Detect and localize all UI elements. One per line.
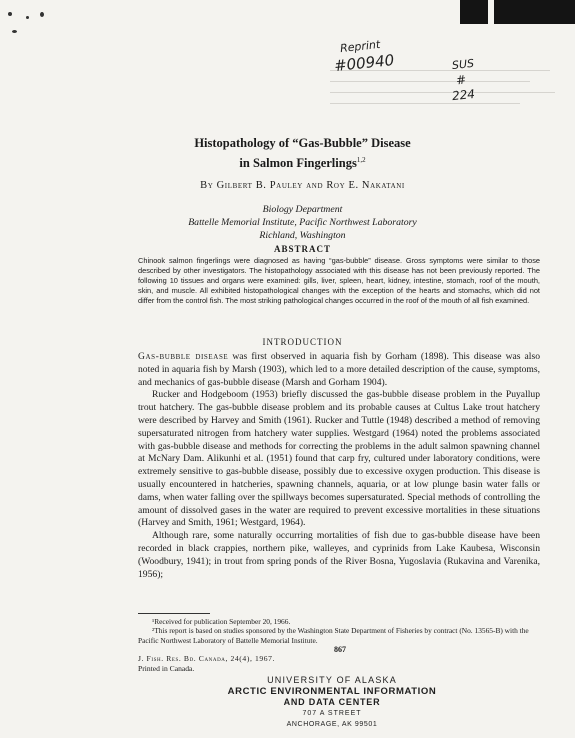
journal-citation [138, 654, 438, 673]
library-stamp [222, 675, 442, 730]
stamp-line-1: UNIVERSITY OF ALASKA [267, 675, 397, 685]
title-line-2: in Salmon Fingerlings$^{1,2}$ [239, 156, 366, 171]
footnote-rule [138, 613, 210, 614]
article-title [60, 135, 545, 172]
scan-speck [40, 12, 44, 17]
page-number: 867 [334, 645, 346, 654]
affiliation [60, 203, 545, 242]
footnotes [138, 617, 540, 645]
stamp-line-2: ARCTIC ENVIRONMENTAL INFORMATION [227, 686, 437, 697]
stamp-line-5: ANCHORAGE, AK 99501 [286, 721, 378, 728]
scan-speck [12, 30, 17, 33]
handwritten-reprint-number: #00940 [333, 50, 396, 76]
scan-corner-mark [460, 0, 575, 24]
introduction-heading: INTRODUCTION [262, 337, 343, 347]
affiliation-department: Biology Department [262, 204, 343, 215]
scan-corner-mark-gap [488, 0, 494, 24]
affiliation-city: Richland, Washington [259, 230, 346, 241]
scan-speck [26, 16, 29, 19]
journal-reference: J. Fish. Res. Bd. Canada, 24(4), 1967. [138, 654, 276, 663]
scan-speck [8, 12, 12, 16]
handwritten-sus-label: SUS [451, 56, 475, 73]
affiliation-institution: Battelle Memorial Institute, Pacific Northwest Laboratory [188, 217, 417, 228]
handwritten-reprint-label: Reprint [339, 37, 381, 56]
stamp-line-3: AND DATA CENTER [283, 697, 381, 707]
paragraph-1-lead: Gas-bubble disease [138, 351, 229, 362]
stamp-line-4: 707 A STREET [302, 710, 362, 717]
title-footnote-marks: 1,2 [356, 156, 366, 164]
paragraph-1: Gas-bubble disease was first observed in aquaria fish by Gorham (1898). This disease was also noted in aquaria fish by Marsh (1903), which led to a more detailed description of the cause, symptoms, and mechanics of gas-bubble disease (Marsh and Gorham 1904). [138, 351, 540, 388]
handwritten-hash: # [455, 72, 467, 88]
paragraph-2: Rucker and Hodgeboom (1953) briefly discussed the gas-bubble disease problem in the Puyallup trout hatchery. The gas-bubble disease problem and its probable causes at Cultus Lake trout hatchery were described by Harvey and Smith (1961). Rucker and Tuttle (1948) described a method of removing supersaturated nitrogen from hatchery water supplies. Westgard (1964) noted the problems associated with gas-bubble disease and methods for correcting the problems in the adult salmon spawning channel at McNary Dam. Alikunhi et al. (1951) found that carp fry, cultured under laboratory conditions, were extremely sensitive to gas-bubble disease, possibly due to excessive oxygen production. This disease is usually encountered in hatcheries, spawning channels, aquaria, or at low plunge basin water falls or dams, when water falling over the spillways becomes supersaturated. Special methods of controlling the amount of dissolved gases in the water are required to prevent excessive mortalities in these situations (Harvey and Smith, 1961; Westgard, 1964). [138, 389, 540, 529]
body-text [138, 351, 540, 581]
footnote-1: ¹Received for publication September 20, 1966. [152, 617, 291, 626]
handwritten-sus-number: 224 [451, 86, 476, 104]
printed-in: Printed in Canada. [138, 663, 195, 673]
title-line-1: Histopathology of “Gas-Bubble” Disease [194, 136, 411, 150]
abstract-heading: ABSTRACT [273, 244, 331, 254]
authors: By Gilbert B. Pauley and Roy E. Nakatani [200, 180, 405, 191]
paragraph-3: Although rare, some naturally occurring mortalities of fish due to gas-bubble disease have been recorded in black crappies, northern pike, walleyes, and cyprinids from Lake Kaubesa, Wisconsin (Woodbury, 1941); in trout from spring ponds of the River Bosna, Yugoslavia (Rukavina and Varenika, 1956); [138, 530, 540, 580]
abstract-text: Chinook salmon fingerlings were diagnosed as having “gas-bubble” disease. Gross symptoms were similar to those described by other investigators. The histopathology associated with this disease has not been previously reported. The following 10 tissues and organs were examined: gills, liver, spleen, heart, kidney, intestine, stomach, roof of the mouth, skin, and muscle. All exhibited histopathological changes with the exception of the hearts and stomachs, which did not differ from the control fish. The most striking pathological changes occurred in the roof of the mouth of all fish examined. [138, 256, 540, 305]
footnote-2: ²This report is based on studies sponsored by the Washington State Department of Fisheries by contract (No. 13565-B) with the Pacific Northwest Laboratory of Battelle Memorial Institute. [138, 626, 529, 645]
